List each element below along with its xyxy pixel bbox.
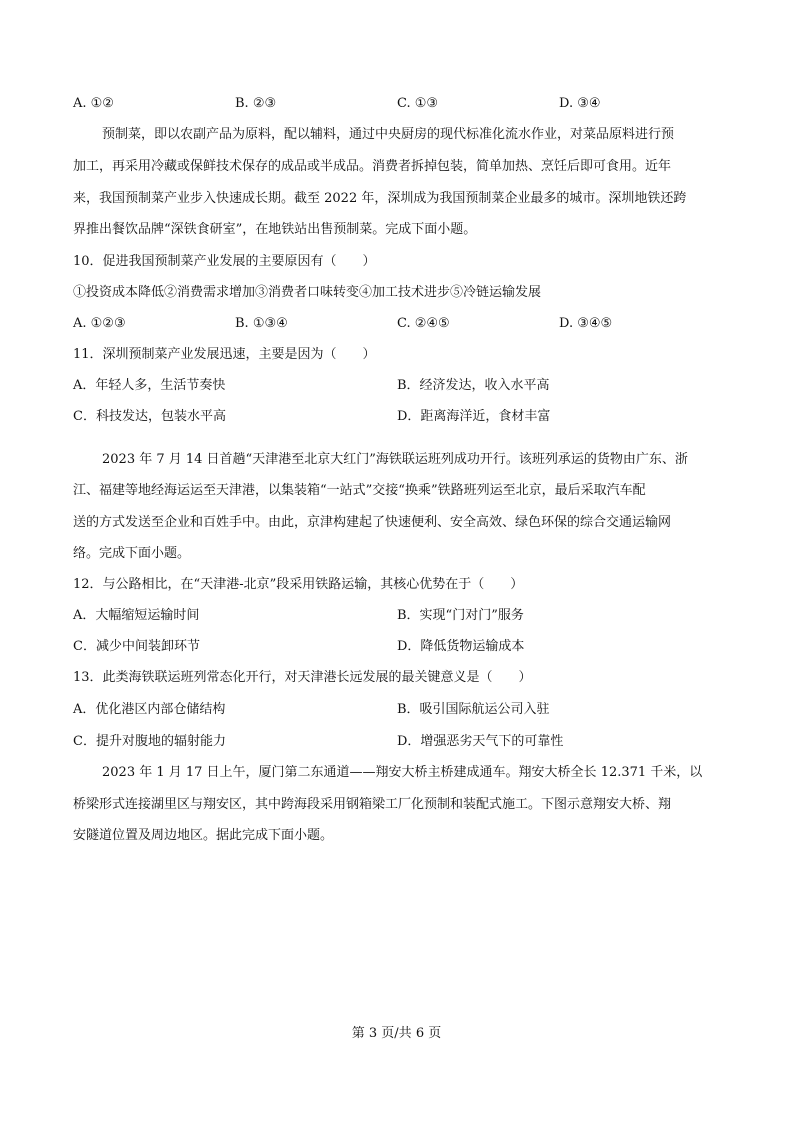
page-footer: 第 3 页/共 6 页: [351, 1026, 442, 1041]
q9-option-c: C. ①③: [397, 96, 439, 111]
q11-options-row-2: [73, 407, 723, 427]
passage1-line-4: 界推出餐饮品牌“深铁食研室”，在地铁站出售预制菜。完成下面小题。: [73, 222, 477, 237]
passage1-line-1: 预制菜，即以农副产品为原料，配以辅料，通过中央厨房的现代标准化流水作业，对菜品原料进行预: [102, 127, 675, 142]
passage3-line-2: 桥梁形式连接湖里区与翔安区，其中跨海段采用钢箱梁工厂化预制和装配式施工。下图示意翔安大桥、翔: [73, 797, 672, 812]
q13-option-a: A．优化港区内部仓储结构: [73, 702, 226, 717]
q13-options-row-2: [73, 732, 723, 752]
q12-options-row-2: [73, 637, 723, 657]
q13-option-d: D．增强恶劣天气下的可靠性: [397, 734, 564, 749]
q10-items: ①投资成本降低②消费需求增加③消费者口味转变④加工技术进步⑤冷链运输发展: [73, 285, 542, 300]
passage2-line-1: 2023 年 7 月 14 日首趟“天津港至北京大红门”海铁联运班列成功开行。该班列承运的货物由广东、浙: [102, 452, 688, 467]
q12-stem: 12．与公路相比，在“天津港-北京”段采用铁路运输，其核心优势在于（ ）: [73, 577, 524, 592]
q9-option-b: B. ②③: [235, 96, 277, 111]
q11-option-b: B．经济发达，收入水平高: [397, 378, 550, 393]
q9-option-a: A. ①②: [73, 96, 114, 111]
passage2-line-4: 络。完成下面小题。: [73, 546, 191, 561]
q12-option-d: D．降低货物运输成本: [397, 639, 525, 654]
q13-stem: 13．此类海铁联运班列常态化开行，对天津港长远发展的最关键意义是（ ）: [73, 670, 532, 685]
q9-option-d: D. ③④: [559, 96, 601, 111]
q13-option-c: C．提升对腹地的辐射能力: [73, 734, 226, 749]
q9-options: [73, 94, 723, 114]
q10-option-c: C. ②④⑤: [397, 316, 450, 331]
passage3-line-3: 安隧道位置及周边地区。据此完成下面小题。: [73, 828, 334, 843]
q12-option-a: A．大幅缩短运输时间: [73, 608, 200, 623]
q12-option-c: C．减少中间装卸环节: [73, 639, 200, 654]
passage1-line-3: 来，我国预制菜产业步入快速成长期。截至 2022 年，深圳成为我国预制菜企业最多的城市。深圳地铁还跨: [73, 191, 687, 206]
q10-option-d: D. ③④⑤: [559, 316, 613, 331]
q11-option-c: C．科技发达，包装水平高: [73, 409, 226, 424]
q11-option-d: D．距离海洋近，食材丰富: [397, 409, 551, 424]
passage2-line-3: 送的方式发送至企业和百姓手中。由此，京津构建起了快速便利、安全高效、绿色环保的综合交通运输网: [73, 515, 672, 530]
q13-options-row-1: [73, 700, 723, 720]
passage1-line-2: 加工，再采用冷藏或保鲜技术保存的成品或半成品。消费者拆掉包装，简单加热、烹饪后即可食用。近年: [73, 159, 672, 174]
q10-option-b: B. ①③④: [235, 316, 288, 331]
passage3-line-1: 2023 年 1 月 17 日上午，厦门第二东通道——翔安大桥主桥建成通车。翔安大桥全长 12.371 千米，以: [102, 765, 703, 780]
q11-stem: 11．深圳预制菜产业发展迅速，主要是因为（ ）: [73, 347, 376, 362]
q10-options: [73, 314, 723, 334]
q10-option-a: A. ①②③: [73, 316, 126, 331]
q10-stem: 10．促进我国预制菜产业发展的主要原因有（ ）: [73, 254, 376, 269]
q11-option-a: A．年轻人多，生活节奏快: [73, 378, 226, 393]
passage2-line-2: 江、福建等地经海运运至天津港，以集装箱“一站式”交接“换乘”铁路班列运至北京，最后采取汽车配: [73, 483, 646, 498]
q12-options-row-1: [73, 606, 723, 626]
q11-options-row-1: [73, 376, 723, 396]
q13-option-b: B．吸引国际航运公司入驻: [397, 702, 550, 717]
q12-option-b: B．实现“门对门”服务: [397, 608, 524, 623]
